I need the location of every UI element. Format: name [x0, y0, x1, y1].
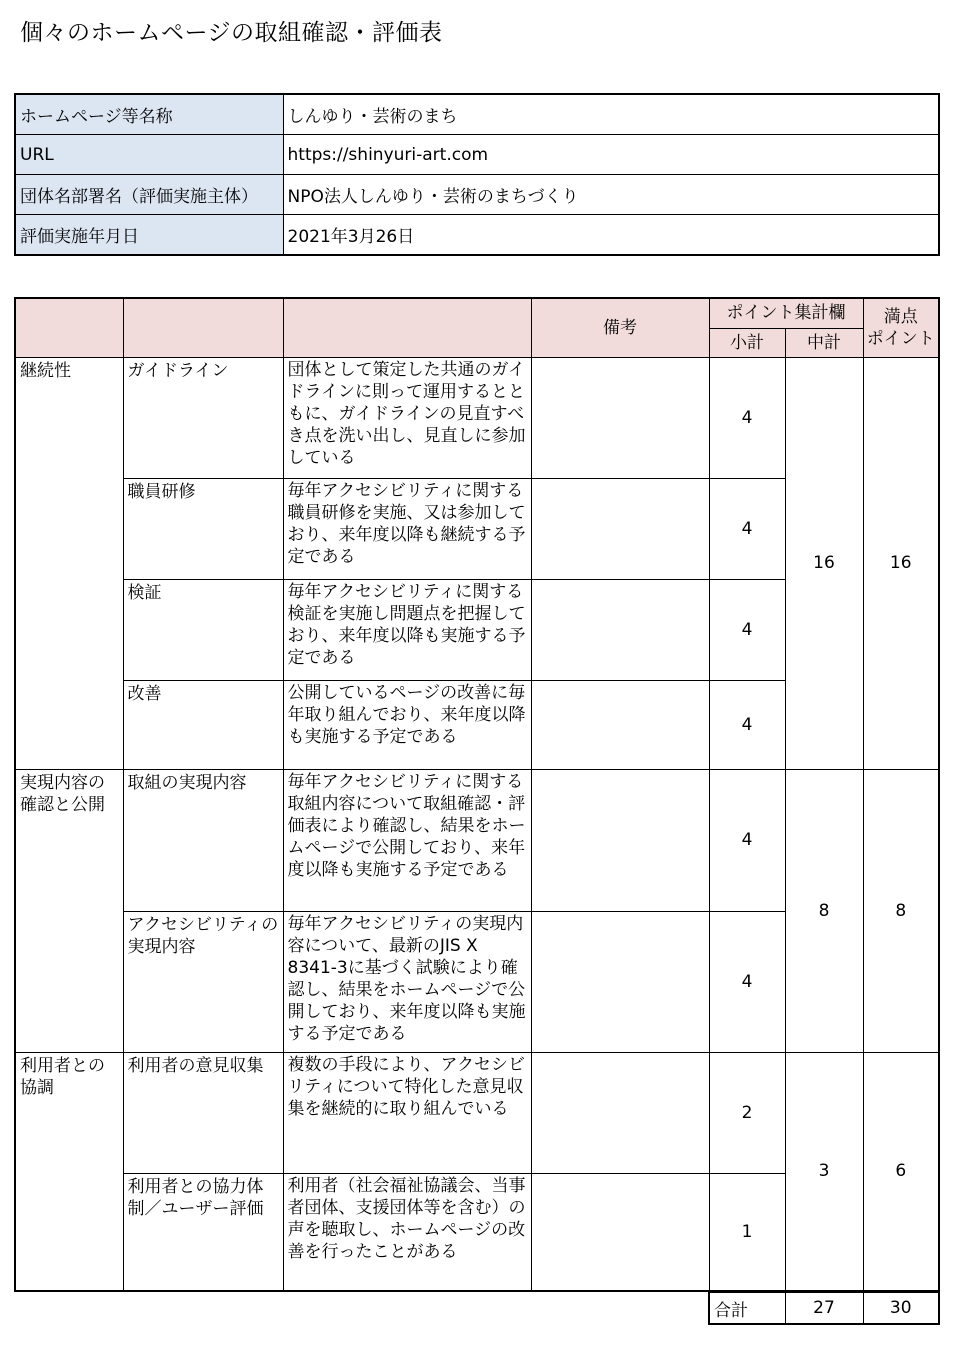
header-blank-item [123, 298, 283, 357]
info-value: NPO法人しんゆり・芸術のまちづくり [283, 175, 939, 215]
item-cell: 利用者との協力体制／ユーザー評価 [123, 1173, 283, 1291]
header-subtotal: 小計 [709, 328, 785, 357]
total-row [709, 1293, 939, 1325]
description-cell: 利用者（社会福祉協議会、当事者団体、支援団体等を含む）の声を聴取し、ホームページの改善を行ったことがある [283, 1173, 531, 1291]
total-full-points: 30 [863, 1293, 939, 1325]
category-cell: 実現内容の確認と公開 [15, 769, 123, 1052]
header-midtotal: 中計 [785, 328, 863, 357]
header-full-line2: ポイント [866, 328, 935, 349]
remarks-cell [531, 769, 709, 911]
description-cell: 複数の手段により、アクセシビリティについて特化した意見収集を継続的に取り組んでいる [283, 1052, 531, 1173]
subtotal-cell: 4 [709, 769, 785, 911]
remarks-cell [531, 478, 709, 579]
info-value: しんゆり・芸術のまち [283, 94, 939, 135]
table-row [15, 769, 939, 911]
header-full-line1: 満点 [883, 306, 918, 327]
info-row-url [15, 135, 939, 175]
table-row [15, 1052, 939, 1173]
info-label: 団体名部署名（評価実施主体） [15, 175, 283, 215]
item-cell: 利用者の意見収集 [123, 1052, 283, 1173]
subtotal-cell: 4 [709, 579, 785, 680]
description-cell: 毎年アクセシビリティに関する検証を実施し問題点を把握しており、来年度以降も実施する予定である [283, 579, 531, 680]
header-full-points [863, 298, 939, 357]
info-value: https://shinyuri-art.com [283, 135, 939, 175]
total-table [708, 1292, 940, 1325]
info-value: 2021年3月26日 [283, 215, 939, 256]
subtotal-cell: 4 [709, 680, 785, 769]
category-cell: 利用者との協調 [15, 1052, 123, 1291]
description-cell: 毎年アクセシビリティに関する取組内容について取組確認・評価表により確認し、結果をホームページで公開しており、来年度以降も実施する予定である [283, 769, 531, 911]
subtotal-cell: 4 [709, 478, 785, 579]
full-points-cell: 8 [863, 769, 939, 1052]
remarks-cell [531, 911, 709, 1052]
header-points-total: ポイント集計欄 [709, 298, 863, 328]
total-label: 合計 [709, 1293, 785, 1325]
remarks-cell [531, 579, 709, 680]
info-label: ホームページ等名称 [15, 94, 283, 135]
remarks-cell [531, 680, 709, 769]
subtotal-cell: 1 [709, 1173, 785, 1291]
item-cell: 取組の実現内容 [123, 769, 283, 911]
item-cell: 改善 [123, 680, 283, 769]
evaluation-table [14, 297, 940, 1292]
description-cell: 毎年アクセシビリティの実現内容について、最新のJIS X 8341-3に基づく試験により確認し、結果をホームページで公開しており、来年度以降も実施する予定である [283, 911, 531, 1052]
header-remarks: 備考 [531, 298, 709, 357]
category-cell: 継続性 [15, 357, 123, 769]
subtotal-cell: 2 [709, 1052, 785, 1173]
midtotal-cell: 8 [785, 769, 863, 1052]
info-row-organization [15, 175, 939, 215]
remarks-cell [531, 357, 709, 478]
subtotal-cell: 4 [709, 357, 785, 478]
item-cell: ガイドライン [123, 357, 283, 478]
item-cell: アクセシビリティの実現内容 [123, 911, 283, 1052]
header-blank-description [283, 298, 531, 357]
table-row [15, 357, 939, 478]
description-cell: 毎年アクセシビリティに関する職員研修を実施、又は参加しており、来年度以降も継続する予定である [283, 478, 531, 579]
description-cell: 団体として策定した共通のガイドラインに則って運用するとともに、ガイドラインの見直すべき点を洗い出し、見直しに参加している [283, 357, 531, 478]
info-row-name [15, 94, 939, 135]
midtotal-cell: 3 [785, 1052, 863, 1291]
info-label: URL [15, 135, 283, 175]
item-cell: 職員研修 [123, 478, 283, 579]
remarks-cell [531, 1173, 709, 1291]
full-points-cell: 16 [863, 357, 939, 769]
info-table [14, 93, 940, 256]
header-blank-category [15, 298, 123, 357]
info-row-date [15, 215, 939, 256]
full-points-cell: 6 [863, 1052, 939, 1291]
page-title: 個々のホームページの取組確認・評価表 [20, 20, 443, 46]
total-midtotal: 27 [785, 1293, 863, 1325]
subtotal-cell: 4 [709, 911, 785, 1052]
info-label: 評価実施年月日 [15, 215, 283, 256]
item-cell: 検証 [123, 579, 283, 680]
midtotal-cell: 16 [785, 357, 863, 769]
remarks-cell [531, 1052, 709, 1173]
header-row [15, 298, 939, 328]
description-cell: 公開しているページの改善に毎年取り組んでおり、来年度以降も実施する予定である [283, 680, 531, 769]
